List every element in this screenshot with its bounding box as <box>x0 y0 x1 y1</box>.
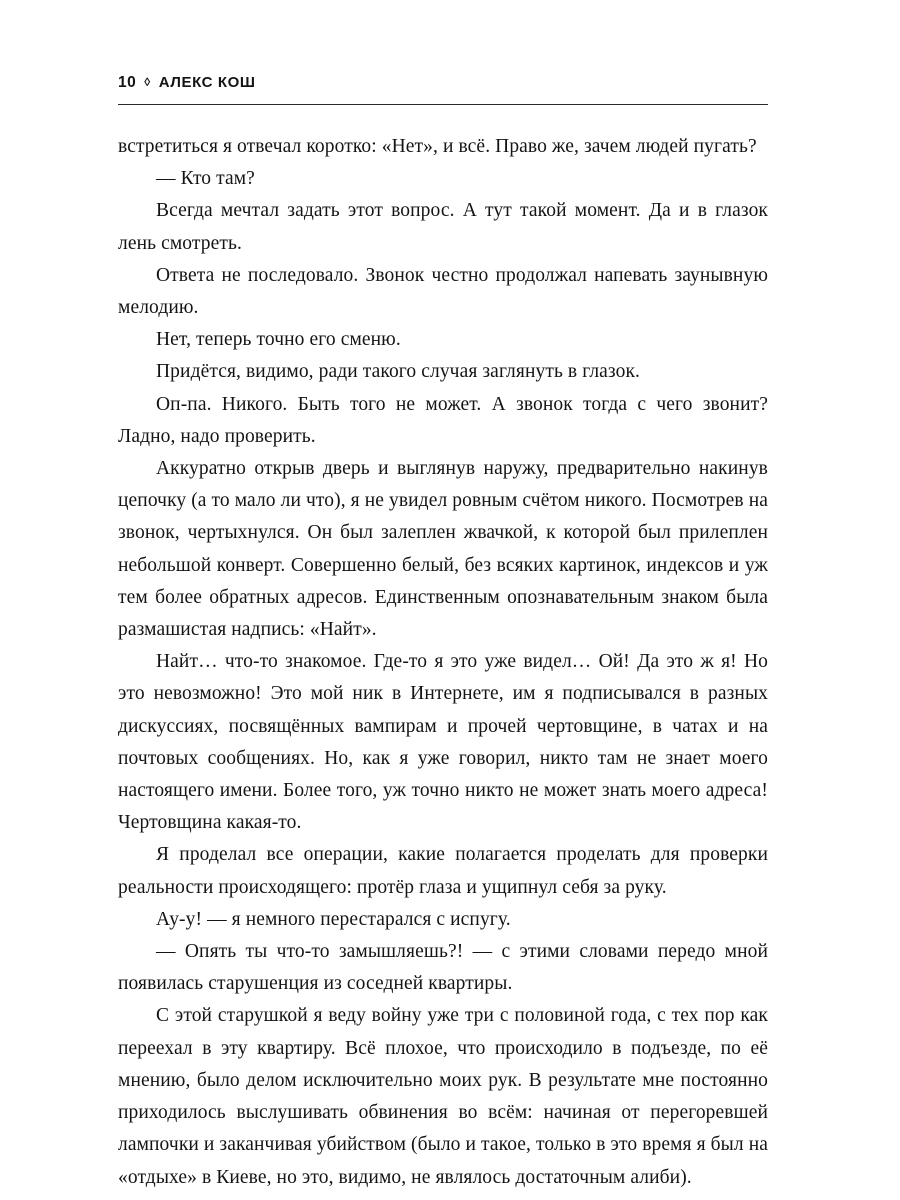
paragraph: Ау-у! — я немного перестарался с испугу. <box>156 908 511 930</box>
paragraph: Аккуратно открыв дверь и выглянув наружу, предварительно накинув цепочку (а то мало ли что), я не увидел ровным счётом никого. Посмотрев на звонок, чертыхнулся. Он был залеплен жвачкой, к которой был прилеплен небольшой конверт. Совершенно белый, без всяких картинок, индексов и уж тем более обратных адресов. Единственным опознавательным знаком была размашистая надпись: «Найт». <box>118 458 768 641</box>
author-name: АЛЕКС КОШ <box>158 74 256 91</box>
paragraph: — Опять ты что-то замышляешь?! — с этими словами передо мной появилась старушенция из соседней квартиры. <box>118 941 768 995</box>
paragraph: Придётся, видимо, ради такого случая заглянуть в глазок. <box>156 361 640 383</box>
paragraph: Найт… что-то знакомое. Где-то я это уже видел… Ой! Да это ж я! Но это невозможно! Это мой ник в Интернете, им я подписывался в разных дискуссиях, посвящённых вампирам и прочей чертовщине, в чатах и на почтовых сообщениях. Но, как я уже говорил, никто там не знает моего настоящего имени. Более того, уж точно никто не может знать моего адреса! Чертовщина какая-то. <box>118 651 768 834</box>
page-number: 10 <box>118 74 137 91</box>
header-divider <box>118 104 768 105</box>
paragraph: Я проделал все операции, какие полагается проделать для проверки реальности происходящего: протёр глаза и ущипнул себя за руку. <box>118 844 768 898</box>
paragraph: — Кто там? <box>156 168 255 190</box>
paragraph: встретиться я отвечал коротко: «Нет», и всё. Право же, зачем людей пугать? <box>118 136 757 157</box>
page-content <box>118 74 768 1194</box>
paragraph: С этой старушкой я веду войну уже три с половиной года, с тех пор как переехал в эту квартиру. Всё плохое, что происходило в подъезде, по её мнению, было делом исключительно моих рук. В результате мне постоянно приходилось выслушивать обвинения во всём: начиная от перегоревшей лампочки и заканчивая убийством (было и такое, только в это время я был на «отдыхе» в Киеве, но это, видимо, не являлось достаточным алиби). <box>118 1005 768 1188</box>
running-head <box>118 74 768 102</box>
diamond-icon: ◊ <box>144 75 151 89</box>
paragraph: Нет, теперь точно его сменю. <box>156 329 401 351</box>
paragraph: Всегда мечтал задать этот вопрос. А тут такой момент. Да и в глазок лень смотреть. <box>118 200 768 254</box>
paragraph: Ответа не последовало. Звонок честно продолжал напевать заунывную мелодию. <box>118 264 768 319</box>
paragraph: Оп-па. Никого. Быть того не может. А звонок тогда с чего звонит? Ладно, надо проверить. <box>118 393 768 447</box>
body-text <box>118 131 768 1194</box>
